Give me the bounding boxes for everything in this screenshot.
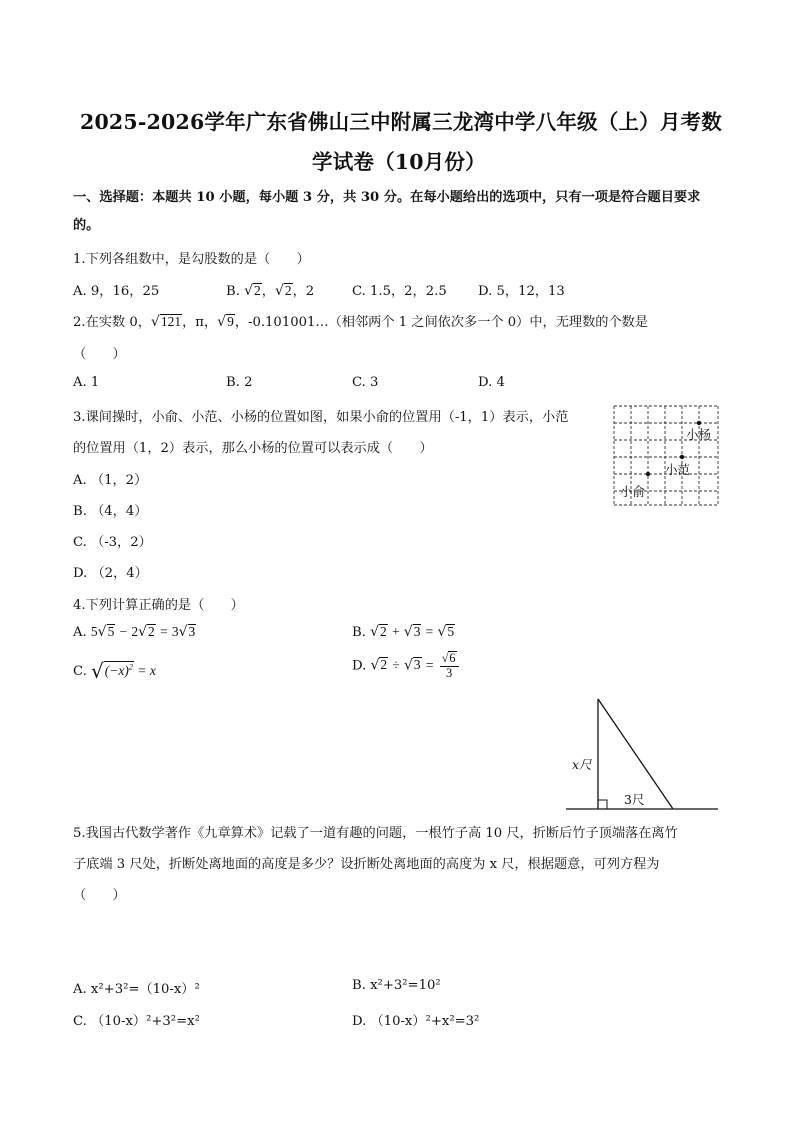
q4-option-a: A. 5√5 − 2√2 = 3√3 (73, 624, 196, 640)
q5-c-prefix: C. (73, 1014, 87, 1029)
q3-option-a: A. （1，2） (73, 473, 148, 488)
q5-d-prefix: D. (352, 1014, 367, 1029)
q4-b-op: + (391, 624, 400, 639)
q4-a-coef1: 5 (90, 624, 98, 639)
q1-b-radicand-2: 2 (284, 283, 292, 298)
q5-b-text: x²+3²=10² (370, 978, 441, 993)
q5-label-3: 3尺 (624, 792, 645, 807)
q1-option-c: C. 1.5，2，2.5 (352, 284, 447, 299)
q2-option-a: A. 1 (73, 375, 100, 390)
q4-a-coef2: 2 (131, 624, 139, 639)
page-title-line2: 学试卷（10月份） (312, 150, 486, 174)
q1-b-tail: ，2 (292, 284, 315, 299)
q4-a-rad1: 5 (107, 624, 115, 639)
q1-stem: 1.下列各组数中，是勾股数的是（ ） (73, 252, 310, 267)
q2-radicand-9: 9 (227, 314, 234, 329)
q4-a-eq: = (160, 624, 168, 639)
q4-b-rad1: 2 (380, 624, 387, 639)
q5-b-prefix: B. (352, 978, 366, 993)
q2-pi: ，π， (182, 315, 218, 330)
q2-stem-tail: ，-0.101001…（相邻两个 1 之间依次多一个 0）中，无理数的个数是 (234, 315, 649, 330)
q4-option-b: B. √2 + √3 = √5 (352, 624, 455, 640)
q5-stem-line1: 5.我国古代数学著作《九章算术》记载了一道有趣的问题，一根竹子高 10 尺，折断后竹子顶端落在离竹 (73, 826, 678, 841)
q3-option-b: B. （4，4） (73, 504, 148, 519)
q3-label-yang: 小杨 (686, 427, 712, 442)
q4-c-inner: (−x) (104, 663, 129, 678)
section-header: 一、选择题：本题共 10 小题，每小题 3 分，共 30 分。在每小题给出的选项中，只有一项是符合题目要求 (73, 190, 701, 205)
q1-option-a: A. 9，16，25 (73, 284, 160, 299)
q4-b-prefix: B. (352, 625, 366, 640)
q2-paren: （ ） (73, 347, 126, 362)
q2-option-b: B. 2 (226, 375, 253, 390)
q2-option-c: C. 3 (352, 375, 379, 390)
q3-label-fan: 小范 (665, 462, 691, 477)
q4-b-eq: = (425, 624, 434, 639)
q2-stem-prefix: 2.在实数 0， (73, 315, 151, 330)
q3-point-yang (697, 421, 701, 425)
q4-b-rad3: 5 (447, 624, 455, 639)
q5-option-a (73, 978, 200, 997)
q5-label-x: x尺 (572, 757, 592, 772)
q4-option-d: D. √2 ÷ √3 = $\frac{√6}{3}$ (352, 651, 459, 681)
q1-option-b: B. √2，√2，2 (226, 283, 315, 299)
section-header-cont: 的。 (73, 218, 100, 233)
page-title-line1: 2025-2026学年广东省佛山三中附属三龙湾中学八年级（上）月考数 (80, 110, 722, 134)
q5-a-text: x²+3²=（10-x）² (90, 982, 200, 997)
q4-d-den: 3 (446, 665, 453, 680)
q5-stem-line2: 子底端 3 尺处，折断处离地面的高度是多少？设折断处离地面的高度为 x 尺，根据题意，可列方程为 (73, 857, 660, 872)
q4-option-c: C. $√(-x)^2 = x$ (73, 659, 156, 683)
q4-b-rad2: 3 (413, 624, 421, 639)
q1-b-radicand-1: 2 (254, 283, 261, 298)
q4-d-op: ÷ (392, 657, 400, 673)
q3-option-d: D. （2，4） (73, 566, 148, 581)
q2-option-d: D. 4 (478, 375, 505, 390)
q3-position-grid (610, 402, 724, 508)
q4-a-rad2: 2 (148, 624, 155, 639)
q3-stem-line2: 的位置用（1，2）表示，那么小杨的位置可以表示成（ ） (73, 441, 433, 456)
q4-d-eq: = (425, 657, 434, 673)
q2-stem: 2.在实数 0，√121，π，√9，-0.101001…（相邻两个 1 之间依次多一个 0）中，无理数的个数是 (73, 314, 649, 330)
q2-radicand-121: 121 (160, 314, 182, 329)
q4-d-rad1: 2 (380, 657, 388, 673)
q4-a-prefix: A. (73, 625, 87, 640)
q3-option-c: C. （-3，2） (73, 535, 152, 550)
q5-d-text: （10-x）²+x²=3² (370, 1014, 480, 1029)
q1-option-b-prefix: B. (226, 284, 240, 299)
q5-a-prefix: A. (73, 982, 87, 997)
q4-a-op: − (119, 624, 128, 639)
q4-stem: 4.下列计算正确的是（ ） (73, 598, 244, 613)
q3-point-yu (646, 472, 650, 476)
q4-d-prefix: D. (352, 658, 367, 674)
q4-c-rhs: x (149, 663, 156, 678)
q5-bamboo-triangle (560, 692, 724, 814)
q4-d-rad2: 3 (413, 657, 421, 673)
q5-paren: （ ） (73, 888, 126, 903)
q5-option-b (352, 978, 441, 993)
q5-c-text: （10-x）²+3²=x² (91, 1014, 200, 1029)
q5-option-c (73, 1010, 200, 1029)
q4-c-eq: = (138, 663, 146, 678)
q3-point-fan (680, 455, 684, 459)
q4-a-rad3: 3 (188, 624, 196, 639)
q1-option-d: D. 5，12，13 (478, 284, 565, 299)
q4-d-num: 6 (449, 651, 456, 665)
q4-a-coef3: 3 (171, 624, 179, 639)
q4-c-prefix: C. (73, 664, 87, 679)
q3-label-yu: 小俞 (620, 484, 646, 499)
q3-stem-line1: 3.课间操时，小俞、小范、小杨的位置如图，如果小俞的位置用（-1，1）表示，小范 (73, 410, 569, 425)
q5-option-d (352, 1010, 479, 1029)
q4-c-exp: 2 (128, 662, 133, 672)
